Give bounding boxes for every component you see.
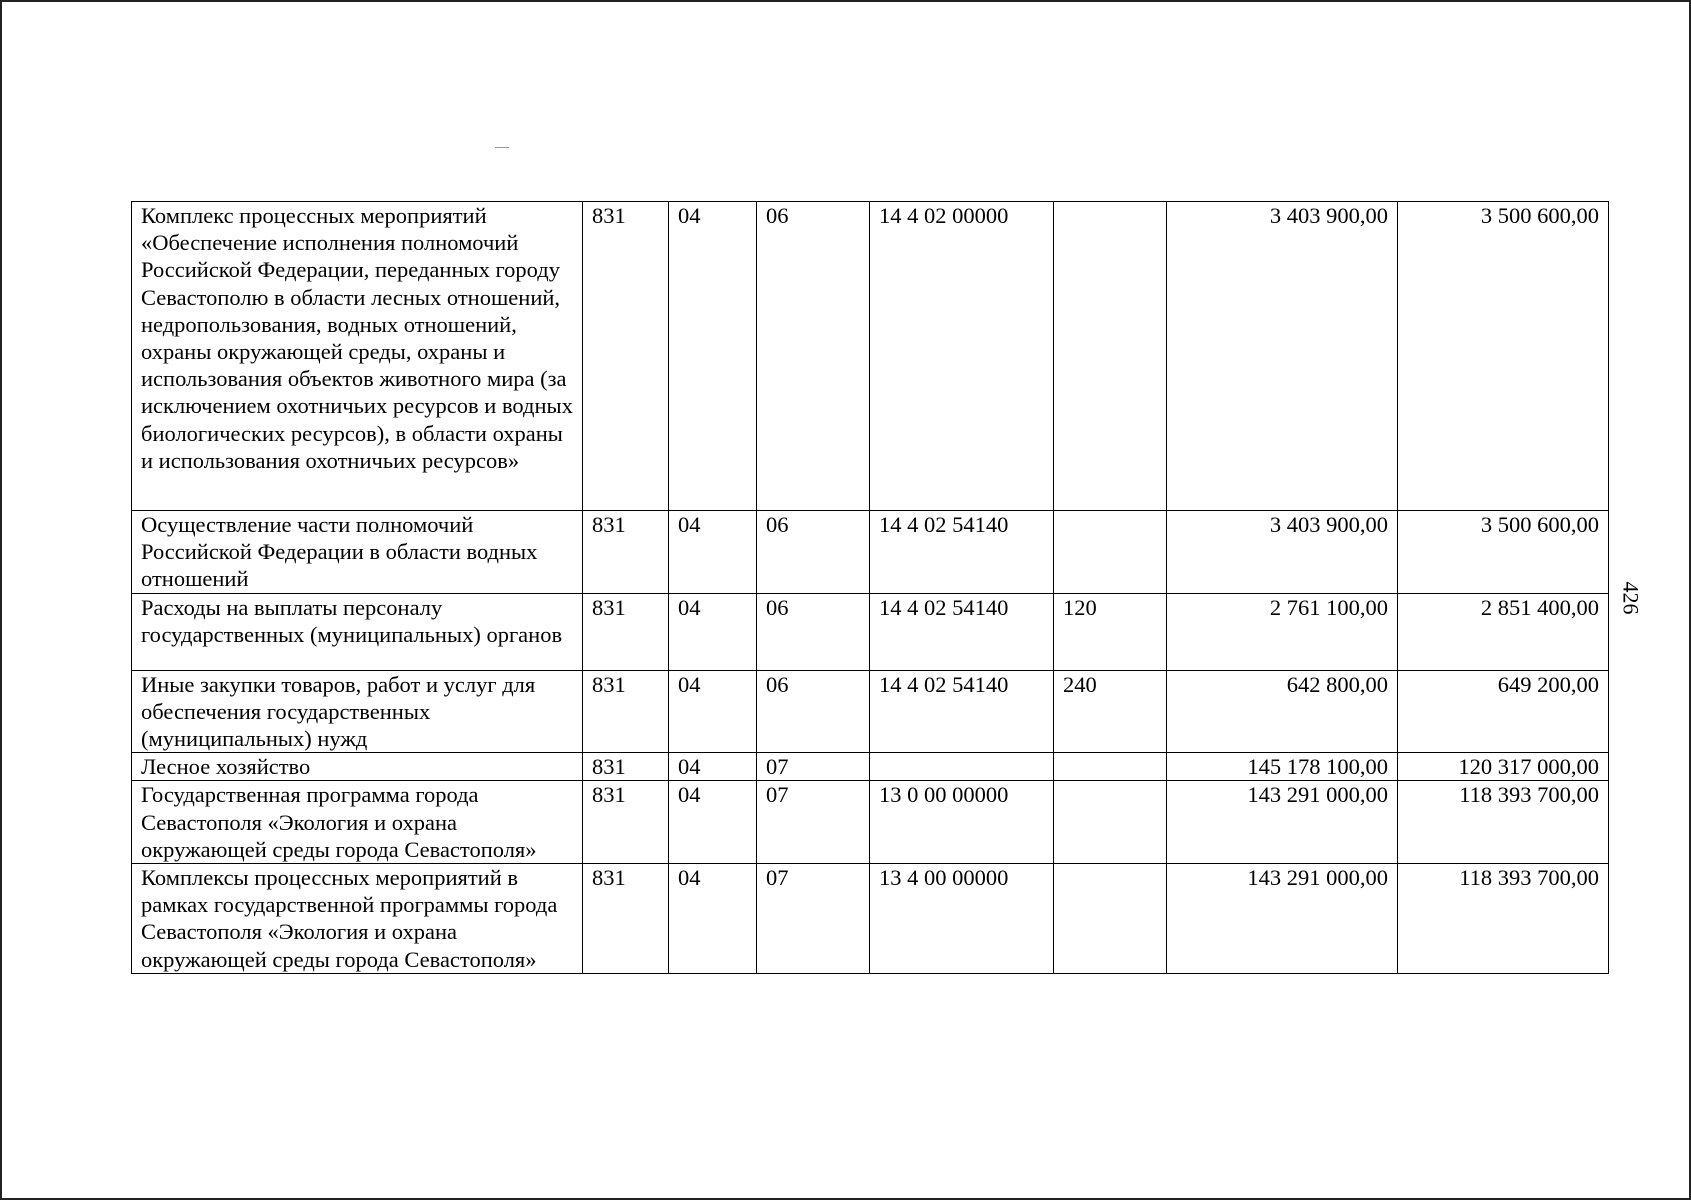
expense-name-cell: Иные закупки товаров, работ и услуг для обеспечения государственных (муниципальных) нужд — [132, 670, 583, 753]
amount-year-2-cell: 2 851 400,00 — [1398, 593, 1609, 670]
target-article-cell: 14 4 02 54140 — [870, 511, 1054, 594]
amount-year-1-cell: 3 403 900,00 — [1167, 511, 1398, 594]
amount-year-1-cell: 3 403 900,00 — [1167, 202, 1398, 511]
amount-year-2-cell: 3 500 600,00 — [1398, 202, 1609, 511]
table-row — [132, 202, 1609, 511]
expense-name-cell: Лесное хозяйство — [132, 753, 583, 781]
subsection-code-cell: 07 — [757, 864, 870, 974]
table-row — [132, 753, 1609, 781]
target-article-cell: 14 4 02 00000 — [870, 202, 1054, 511]
target-article-cell — [870, 753, 1054, 781]
grbs-code-cell: 831 — [583, 753, 669, 781]
subsection-code-cell: 07 — [757, 781, 870, 864]
expense-name-cell: Осуществление части полномочий Российской Федерации в области водных отношений — [132, 511, 583, 594]
grbs-code-cell: 831 — [583, 593, 669, 670]
expense-type-cell: 120 — [1054, 593, 1167, 670]
target-article-cell: 14 4 02 54140 — [870, 593, 1054, 670]
scan-mark — [495, 147, 509, 148]
budget-table-body — [132, 202, 1609, 974]
expense-name-cell: Комплекс процессных мероприятий «Обеспечение исполнения полномочий Российской Федерации, переданных городу Севастополю в области лесных отношений, недропользования, водных отношений, охраны окружающей среды, охраны и использования объектов животного мира (за исключением охотничьих ресурсов и водных биологических ресурсов), в области охраны и использования охотничьих ресурсов» — [132, 202, 583, 511]
table-row — [132, 593, 1609, 670]
amount-year-2-cell: 120 317 000,00 — [1398, 753, 1609, 781]
amount-year-2-cell: 118 393 700,00 — [1398, 781, 1609, 864]
section-code-cell: 04 — [669, 593, 757, 670]
budget-table — [131, 201, 1609, 974]
page-number: 426 — [1618, 581, 1644, 615]
amount-year-1-cell: 143 291 000,00 — [1167, 781, 1398, 864]
expense-type-cell — [1054, 753, 1167, 781]
table-row — [132, 670, 1609, 753]
section-code-cell: 04 — [669, 864, 757, 974]
expense-type-cell — [1054, 781, 1167, 864]
target-article-cell: 13 0 00 00000 — [870, 781, 1054, 864]
section-code-cell: 04 — [669, 202, 757, 511]
expense-type-cell — [1054, 511, 1167, 594]
amount-year-1-cell: 2 761 100,00 — [1167, 593, 1398, 670]
grbs-code-cell: 831 — [583, 511, 669, 594]
table-row — [132, 864, 1609, 974]
amount-year-1-cell: 143 291 000,00 — [1167, 864, 1398, 974]
grbs-code-cell: 831 — [583, 864, 669, 974]
table-row — [132, 511, 1609, 594]
subsection-code-cell: 06 — [757, 670, 870, 753]
grbs-code-cell: 831 — [583, 202, 669, 511]
expense-name-cell: Расходы на выплаты персоналу государственных (муниципальных) органов — [132, 593, 583, 670]
amount-year-2-cell: 649 200,00 — [1398, 670, 1609, 753]
table-row — [132, 781, 1609, 864]
section-code-cell: 04 — [669, 511, 757, 594]
subsection-code-cell: 06 — [757, 511, 870, 594]
subsection-code-cell: 07 — [757, 753, 870, 781]
target-article-cell: 14 4 02 54140 — [870, 670, 1054, 753]
section-code-cell: 04 — [669, 670, 757, 753]
expense-type-cell — [1054, 202, 1167, 511]
expense-name-cell: Комплексы процессных мероприятий в рамках государственной программы города Севастополя «Экология и охрана окружающей среды города Севастополя» — [132, 864, 583, 974]
target-article-cell: 13 4 00 00000 — [870, 864, 1054, 974]
amount-year-1-cell: 145 178 100,00 — [1167, 753, 1398, 781]
amount-year-2-cell: 3 500 600,00 — [1398, 511, 1609, 594]
grbs-code-cell: 831 — [583, 781, 669, 864]
section-code-cell: 04 — [669, 753, 757, 781]
expense-type-cell — [1054, 864, 1167, 974]
grbs-code-cell: 831 — [583, 670, 669, 753]
subsection-code-cell: 06 — [757, 593, 870, 670]
expense-name-cell: Государственная программа города Севастополя «Экология и охрана окружающей среды города Севастополя» — [132, 781, 583, 864]
expense-type-cell: 240 — [1054, 670, 1167, 753]
amount-year-2-cell: 118 393 700,00 — [1398, 864, 1609, 974]
amount-year-1-cell: 642 800,00 — [1167, 670, 1398, 753]
subsection-code-cell: 06 — [757, 202, 870, 511]
section-code-cell: 04 — [669, 781, 757, 864]
